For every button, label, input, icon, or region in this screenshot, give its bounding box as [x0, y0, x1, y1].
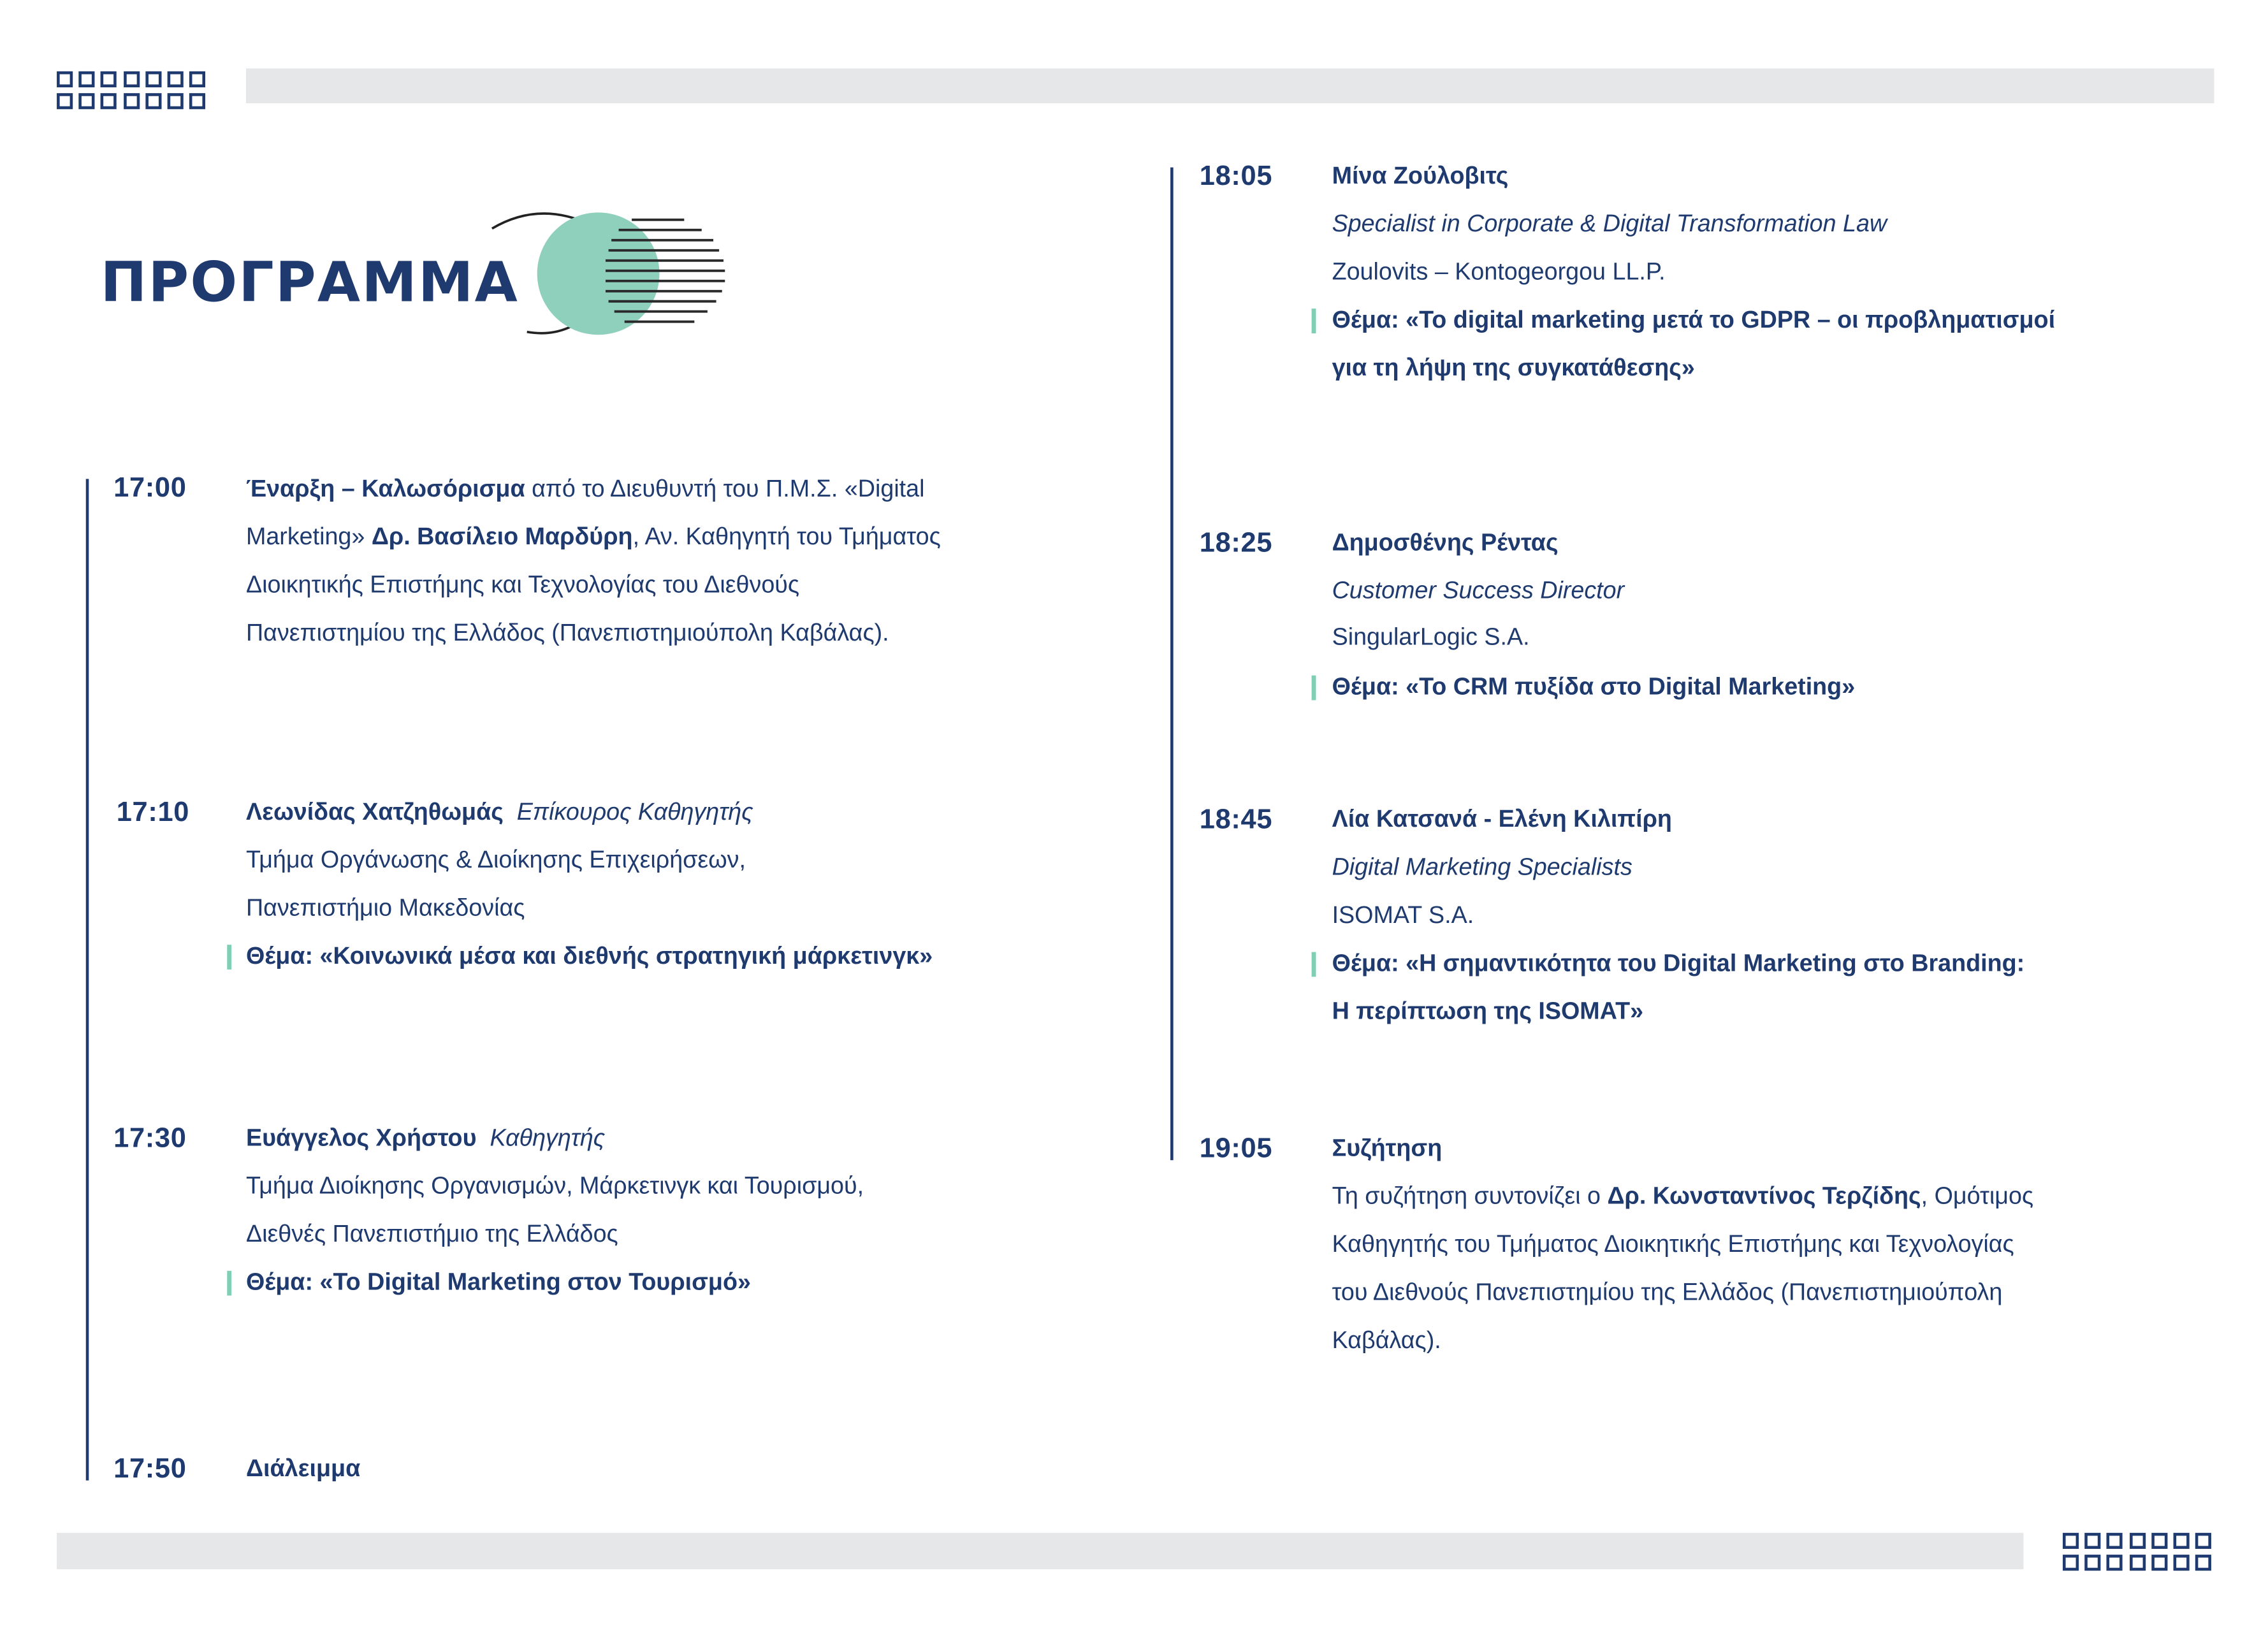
rich-line — [246, 514, 941, 562]
organization: Διεθνές Πανεπιστήμιο της Ελλάδος — [245, 1221, 618, 1248]
time-label: 17:00 — [113, 473, 187, 504]
company: ISOMAT S.A. — [1332, 902, 1474, 929]
speaker-name: Λία Κατσανά - Ελένη Κιλιπίρη — [1332, 806, 1672, 833]
grid-pattern-icon — [2063, 1533, 2211, 1571]
speaker-role: Specialist in Corporate & Digital Transformation Law — [1332, 211, 1887, 238]
topic: Θέμα: «Η σημαντικότητα του Digital Marketing στο Branding: — [1332, 950, 2025, 977]
rich-line — [246, 562, 941, 610]
speaker-role: Digital Marketing Specialists — [1332, 854, 1632, 881]
rich-line — [1332, 1173, 2034, 1221]
text-segment: Καθηγητής του Τμήματος Διοικητικής Επιστήμης και Τεχνολογίας — [1332, 1231, 2014, 1258]
rich-line — [246, 610, 941, 658]
company: SingularLogic S.A. — [1332, 624, 1530, 651]
speaker-line — [246, 798, 753, 827]
topic: Θέμα: «Το Digital Marketing στον Τουρισμό» — [245, 1269, 751, 1296]
speaker-name: Μίνα Ζούλοβιτς — [1332, 163, 1509, 189]
topic: Θέμα: «Το digital marketing μετά το GDPR – οι προβληματισμοί — [1332, 307, 2056, 333]
speaker-name: Δημοσθένης Ρέντας — [1332, 530, 1559, 556]
time-label: 17:50 — [113, 1454, 187, 1485]
discussion-description — [1332, 1173, 2034, 1365]
page-title: ΠΡΟΓΡΑΜΜΑ — [100, 250, 520, 315]
speaker-role: Customer Success Director — [1332, 577, 1625, 604]
bottom-bar — [57, 1533, 2023, 1569]
rich-line — [1332, 1317, 2034, 1365]
topic: για τη λήψη της συγκατάθεσης» — [1332, 355, 1695, 382]
text-segment: Τη συζήτηση συντονίζει ο — [1332, 1183, 1608, 1210]
rich-line — [246, 466, 941, 514]
text-segment: Καβάλας). — [1332, 1327, 1441, 1354]
time-label: 19:05 — [1199, 1134, 1273, 1165]
time-label: 17:10 — [116, 797, 190, 829]
organization: Πανεπιστήμιο Μακεδονίας — [245, 895, 525, 922]
time-label: 18:05 — [1199, 161, 1273, 192]
text-segment: Διοικητικής Επιστήμης και Τεχνολογίας του Διεθνούς — [245, 572, 800, 599]
topic: Θέμα: «Το CRM πυξίδα στο Digital Marketing» — [1332, 674, 1856, 700]
time-label: 17:30 — [113, 1124, 187, 1155]
text-segment: Marketing» — [245, 524, 372, 551]
speaker-role: Καθηγητής — [490, 1125, 606, 1152]
rich-line — [1332, 1269, 2034, 1317]
topic-marker — [227, 945, 231, 969]
topic-marker — [1312, 676, 1316, 700]
speaker-name: Λεωνίδας Χατζηθωμάς — [245, 799, 504, 825]
bold-text: Δρ. Κωνσταντίνος Τερζίδης — [1607, 1183, 1921, 1210]
rich-line — [1332, 1221, 2034, 1269]
topic: Θέμα: «Κοινωνικά μέσα και διεθνής στρατηγική μάρκετινγκ» — [245, 943, 933, 970]
timeline-line-right — [1170, 168, 1174, 1161]
text-segment: Πανεπιστημίου της Ελλάδος (Πανεπιστημιούπολη Καβάλας). — [245, 620, 889, 647]
text-segment: , Ομότιμος — [1921, 1183, 2034, 1210]
text-segment: , Αν. Καθηγητή του Τμήματος — [632, 524, 941, 551]
bold-text: Έναρξη – Καλωσόρισμα — [245, 475, 525, 502]
topic-marker — [1312, 309, 1316, 333]
organization: Τμήμα Οργάνωσης & Διοίκησης Επιχειρήσεων, — [245, 847, 746, 874]
opening-description — [246, 466, 941, 658]
time-label: 18:45 — [1199, 804, 1273, 836]
top-bar — [246, 68, 2214, 103]
speaker-role: Επίκουρος Καθηγητής — [516, 799, 753, 825]
company: Zoulovits – Kontogeorgou LL.P. — [1332, 259, 1666, 286]
speaker-line — [246, 1124, 605, 1153]
discussion-label: Συζήτηση — [1332, 1135, 1443, 1162]
break-label: Διάλειμμα — [245, 1455, 361, 1482]
bold-text: Δρ. Βασίλειο Μαρδύρη — [371, 524, 633, 551]
organization: Τμήμα Διοίκησης Οργανισμών, Μάρκετινγκ και Τουρισμού, — [245, 1173, 864, 1200]
speaker-name: Ευάγγελος Χρήστου — [245, 1125, 477, 1152]
text-segment: από το Διευθυντή του Π.Μ.Σ. «Digital — [525, 475, 925, 502]
timeline-line-left — [86, 479, 89, 1480]
topic-marker — [1312, 952, 1316, 977]
decorative-circles-icon — [481, 204, 743, 349]
topic-marker — [227, 1271, 231, 1296]
time-label: 18:25 — [1199, 528, 1273, 559]
text-segment: του Διεθνούς Πανεπιστημίου της Ελλάδος (Πανεπιστημιούπολη — [1332, 1279, 2003, 1306]
grid-pattern-icon — [57, 71, 205, 109]
topic: Η περίπτωση της ISOMAT» — [1332, 998, 1644, 1025]
